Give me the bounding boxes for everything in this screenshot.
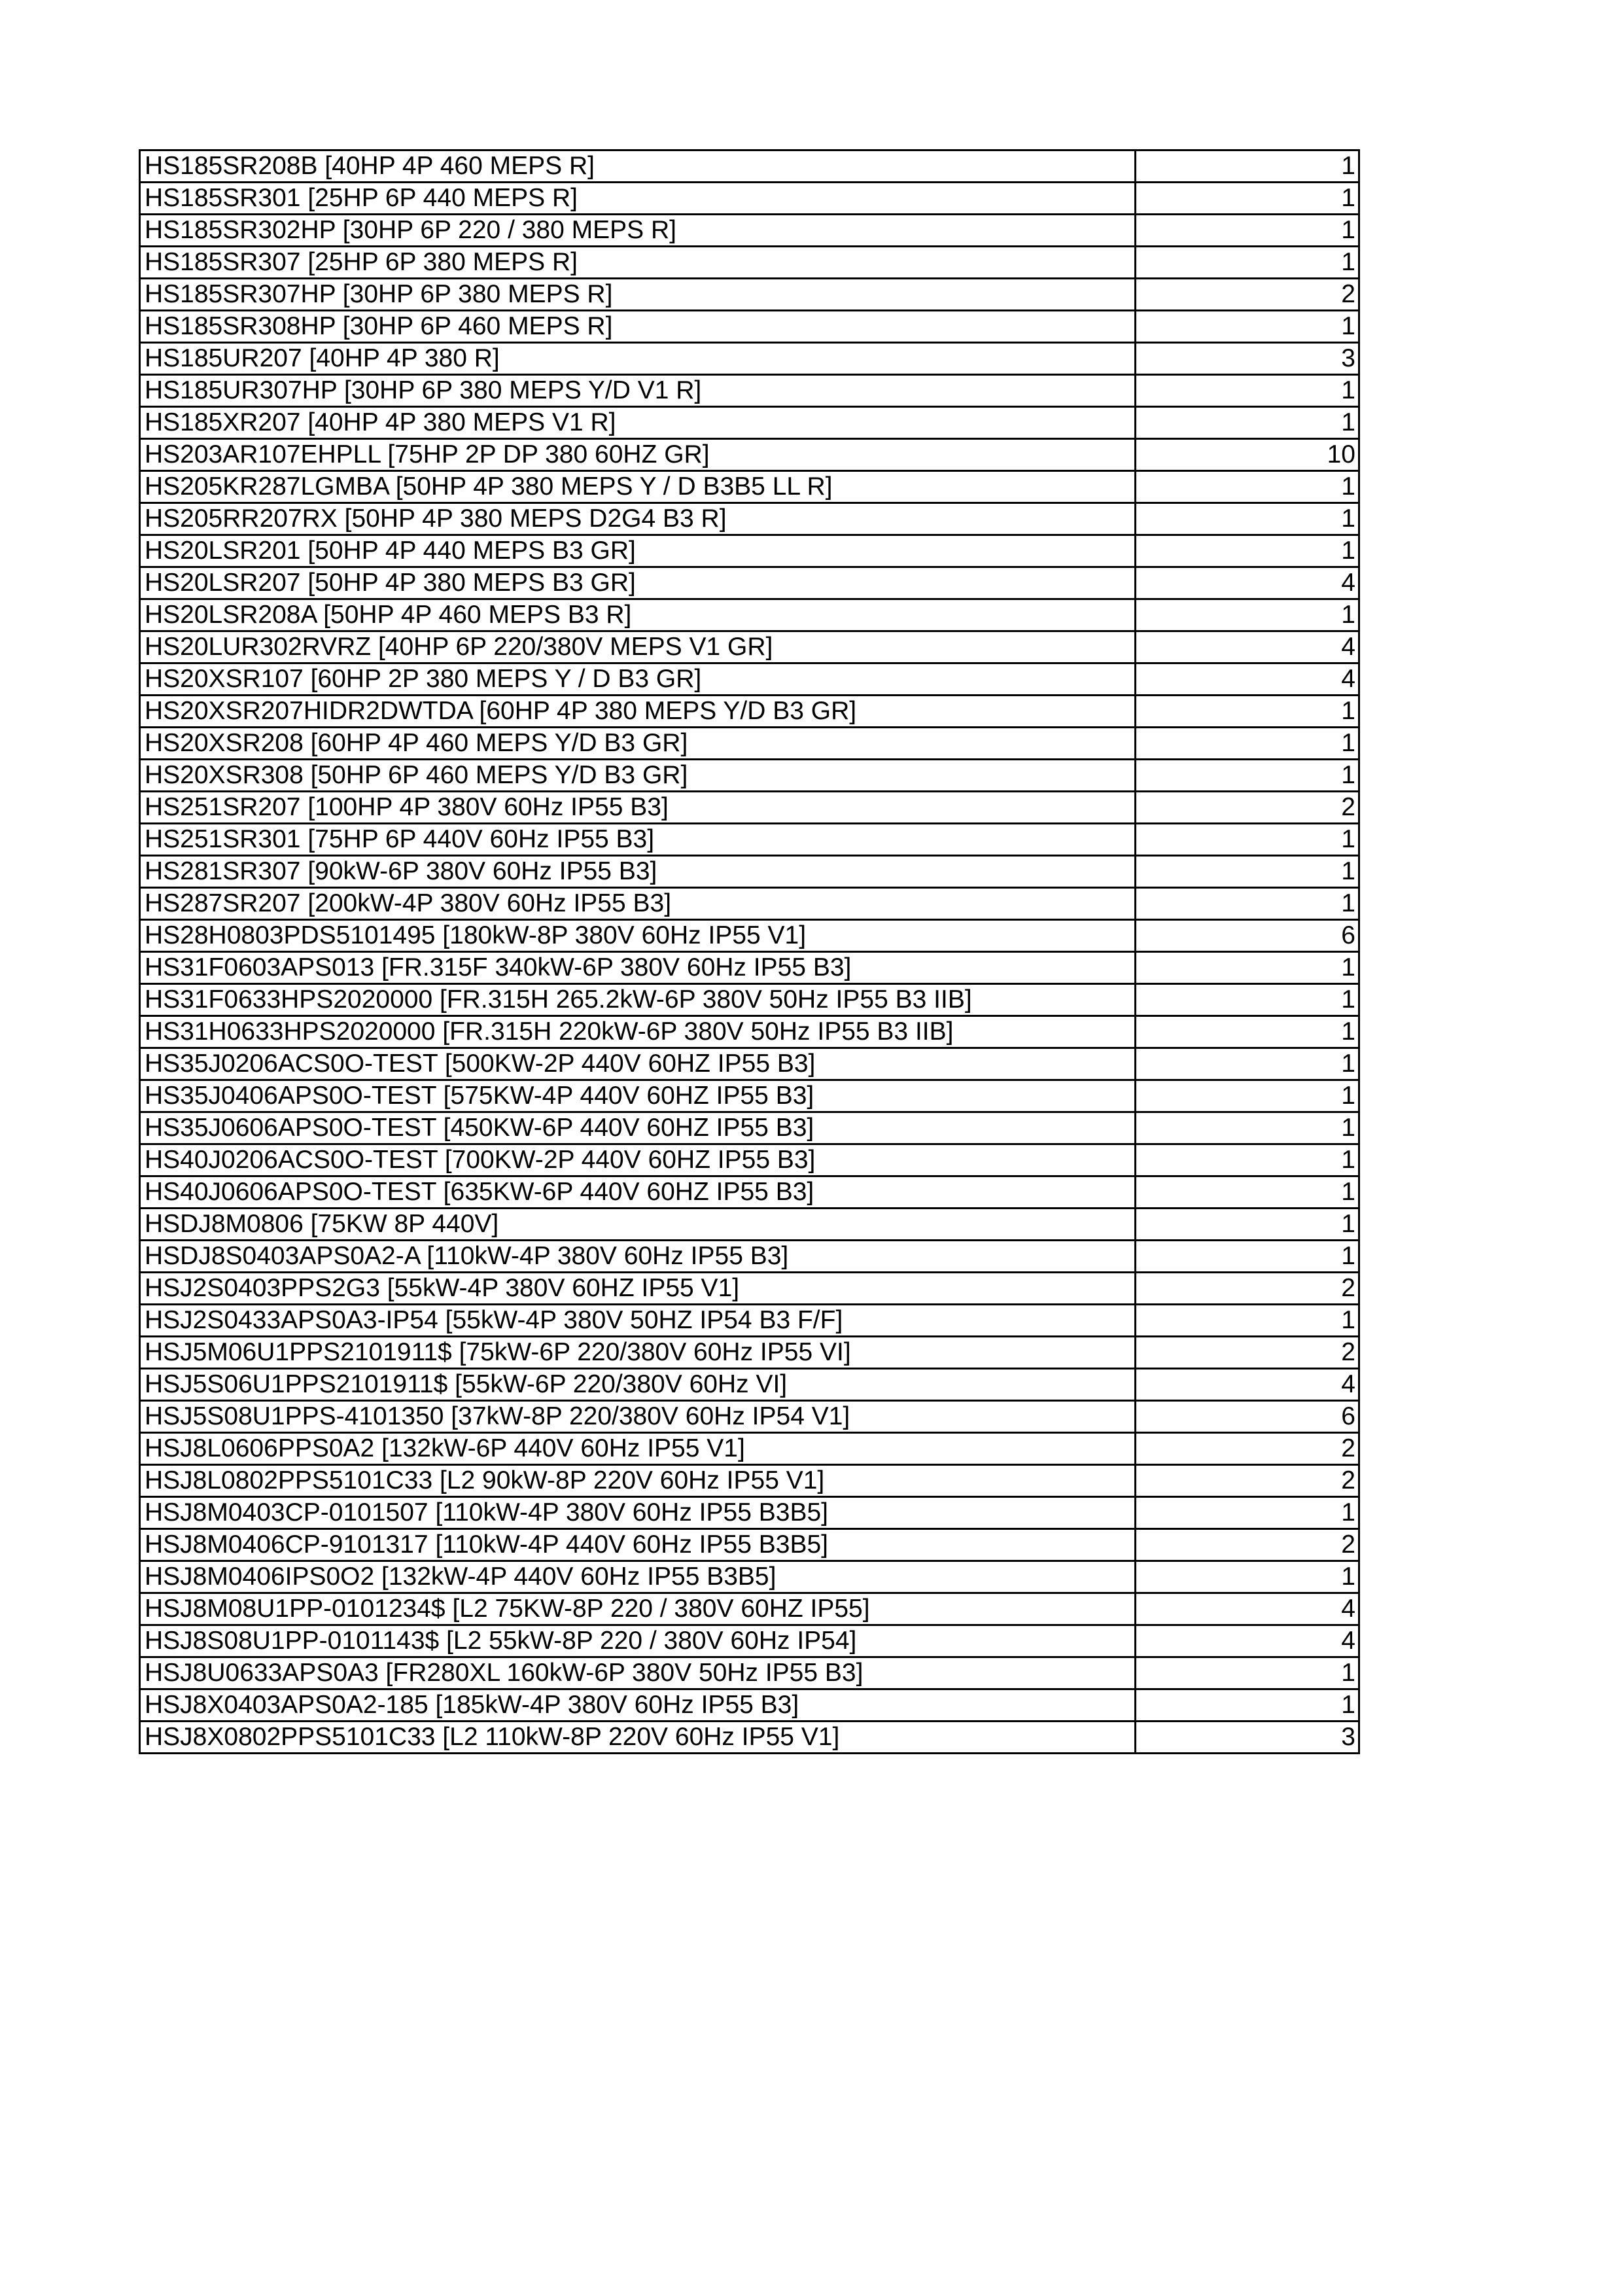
item-description-cell: HSJ8M08U1PP-0101234$ [L2 75KW-8P 220 / 380V 60HZ IP55] — [140, 1593, 1136, 1625]
inventory-table — [139, 149, 1360, 1754]
item-description-cell: HSJ8L0606PPS0A2 [132kW-6P 440V 60Hz IP55 V1] — [140, 1433, 1136, 1465]
item-quantity-cell: 1 — [1136, 760, 1359, 792]
table-row — [140, 567, 1359, 599]
item-quantity-cell: 4 — [1136, 1369, 1359, 1401]
table-row — [140, 888, 1359, 920]
table-row — [140, 1305, 1359, 1337]
table-row — [140, 1369, 1359, 1401]
item-quantity-cell: 2 — [1136, 792, 1359, 824]
item-quantity-cell: 1 — [1136, 856, 1359, 888]
item-quantity-cell: 1 — [1136, 1080, 1359, 1112]
item-description-cell: HS20XSR308 [50HP 6P 460 MEPS Y/D B3 GR] — [140, 760, 1136, 792]
item-description-cell: HS251SR301 [75HP 6P 440V 60Hz IP55 B3] — [140, 824, 1136, 856]
item-quantity-cell: 4 — [1136, 567, 1359, 599]
table-row — [140, 1176, 1359, 1209]
item-quantity-cell: 2 — [1136, 1273, 1359, 1305]
item-quantity-cell: 1 — [1136, 311, 1359, 343]
item-description-cell: HS31F0633HPS2020000 [FR.315H 265.2kW-6P 380V 50Hz IP55 B3 IIB] — [140, 984, 1136, 1016]
item-description-cell: HSJ8M0403CP-0101507 [110kW-4P 380V 60Hz IP55 B3B5] — [140, 1497, 1136, 1529]
table-row — [140, 471, 1359, 503]
table-row — [140, 920, 1359, 952]
item-description-cell: HSJ8L0802PPS5101C33 [L2 90kW-8P 220V 60Hz IP55 V1] — [140, 1465, 1136, 1497]
item-quantity-cell: 10 — [1136, 439, 1359, 471]
table-row — [140, 1497, 1359, 1529]
item-description-cell: HSJ5S06U1PPS2101911$ [55kW-6P 220/380V 60Hz VI] — [140, 1369, 1136, 1401]
item-description-cell: HS40J0606APS0O-TEST [635KW-6P 440V 60HZ IP55 B3] — [140, 1176, 1136, 1209]
item-description-cell: HS185XR207 [40HP 4P 380 MEPS V1 R] — [140, 407, 1136, 439]
table-row — [140, 1112, 1359, 1144]
inventory-table-body — [140, 150, 1359, 1754]
item-description-cell: HS205RR207RX [50HP 4P 380 MEPS D2G4 B3 R] — [140, 503, 1136, 535]
item-quantity-cell: 4 — [1136, 1625, 1359, 1657]
item-description-cell: HS185UR207 [40HP 4P 380 R] — [140, 343, 1136, 375]
item-quantity-cell: 1 — [1136, 824, 1359, 856]
item-description-cell: HS287SR207 [200kW-4P 380V 60Hz IP55 B3] — [140, 888, 1136, 920]
table-row — [140, 1433, 1359, 1465]
item-quantity-cell: 6 — [1136, 920, 1359, 952]
item-description-cell: HS185SR308HP [30HP 6P 460 MEPS R] — [140, 311, 1136, 343]
item-description-cell: HSJ8X0403APS0A2-185 [185kW-4P 380V 60Hz IP55 B3] — [140, 1689, 1136, 1722]
item-quantity-cell: 1 — [1136, 1497, 1359, 1529]
item-description-cell: HS185SR307HP [30HP 6P 380 MEPS R] — [140, 279, 1136, 311]
item-quantity-cell: 3 — [1136, 1722, 1359, 1754]
item-quantity-cell: 2 — [1136, 1465, 1359, 1497]
item-description-cell: HSJ8M0406IPS0O2 [132kW-4P 440V 60Hz IP55 B3B5] — [140, 1561, 1136, 1593]
table-row — [140, 792, 1359, 824]
table-row — [140, 1337, 1359, 1369]
table-row — [140, 599, 1359, 631]
item-quantity-cell: 2 — [1136, 1337, 1359, 1369]
item-quantity-cell: 2 — [1136, 1433, 1359, 1465]
table-row — [140, 439, 1359, 471]
item-description-cell: HS20LSR207 [50HP 4P 380 MEPS B3 GR] — [140, 567, 1136, 599]
item-description-cell: HS281SR307 [90kW-6P 380V 60Hz IP55 B3] — [140, 856, 1136, 888]
table-row — [140, 984, 1359, 1016]
item-quantity-cell: 1 — [1136, 535, 1359, 567]
table-row — [140, 503, 1359, 535]
item-quantity-cell: 4 — [1136, 631, 1359, 663]
table-row — [140, 1529, 1359, 1561]
inventory-sheet — [139, 149, 1358, 1754]
item-description-cell: HSDJ8M0806 [75KW 8P 440V] — [140, 1209, 1136, 1241]
item-description-cell: HSJ8M0406CP-9101317 [110kW-4P 440V 60Hz IP55 B3B5] — [140, 1529, 1136, 1561]
table-row — [140, 279, 1359, 311]
item-quantity-cell: 1 — [1136, 728, 1359, 760]
item-description-cell: HSJ8U0633APS0A3 [FR280XL 160kW-6P 380V 50Hz IP55 B3] — [140, 1657, 1136, 1689]
item-quantity-cell: 1 — [1136, 696, 1359, 728]
table-row — [140, 535, 1359, 567]
item-quantity-cell: 1 — [1136, 1241, 1359, 1273]
item-description-cell: HSJ2S0433APS0A3-IP54 [55kW-4P 380V 50HZ IP54 B3 F/F] — [140, 1305, 1136, 1337]
table-row — [140, 1722, 1359, 1754]
item-description-cell: HS203AR107EHPLL [75HP 2P DP 380 60HZ GR] — [140, 439, 1136, 471]
item-quantity-cell: 1 — [1136, 503, 1359, 535]
item-quantity-cell: 1 — [1136, 1048, 1359, 1080]
table-row — [140, 760, 1359, 792]
table-row — [140, 311, 1359, 343]
table-row — [140, 150, 1359, 183]
item-description-cell: HSJ5M06U1PPS2101911$ [75kW-6P 220/380V 60Hz IP55 VI] — [140, 1337, 1136, 1369]
item-description-cell: HSJ8X0802PPS5101C33 [L2 110kW-8P 220V 60Hz IP55 V1] — [140, 1722, 1136, 1754]
item-quantity-cell: 1 — [1136, 1144, 1359, 1176]
item-quantity-cell: 1 — [1136, 599, 1359, 631]
item-description-cell: HS31H0633HPS2020000 [FR.315H 220kW-6P 380V 50Hz IP55 B3 IIB] — [140, 1016, 1136, 1048]
item-description-cell: HSDJ8S0403APS0A2-A [110kW-4P 380V 60Hz IP55 B3] — [140, 1241, 1136, 1273]
item-quantity-cell: 1 — [1136, 1689, 1359, 1722]
item-quantity-cell: 2 — [1136, 1529, 1359, 1561]
item-description-cell: HS251SR207 [100HP 4P 380V 60Hz IP55 B3] — [140, 792, 1136, 824]
table-row — [140, 631, 1359, 663]
table-row — [140, 183, 1359, 215]
item-description-cell: HS185UR307HP [30HP 6P 380 MEPS Y/D V1 R] — [140, 375, 1136, 407]
table-row — [140, 1209, 1359, 1241]
item-quantity-cell: 1 — [1136, 952, 1359, 984]
item-quantity-cell: 6 — [1136, 1401, 1359, 1433]
item-quantity-cell: 1 — [1136, 1112, 1359, 1144]
item-description-cell: HS185SR307 [25HP 6P 380 MEPS R] — [140, 247, 1136, 279]
item-quantity-cell: 1 — [1136, 375, 1359, 407]
table-row — [140, 407, 1359, 439]
item-quantity-cell: 1 — [1136, 215, 1359, 247]
table-row — [140, 1048, 1359, 1080]
item-description-cell: HS20LSR208A [50HP 4P 460 MEPS B3 R] — [140, 599, 1136, 631]
table-row — [140, 1241, 1359, 1273]
table-row — [140, 1080, 1359, 1112]
item-quantity-cell: 1 — [1136, 183, 1359, 215]
item-description-cell: HS185SR302HP [30HP 6P 220 / 380 MEPS R] — [140, 215, 1136, 247]
table-row — [140, 1561, 1359, 1593]
item-quantity-cell: 1 — [1136, 471, 1359, 503]
item-description-cell: HS20XSR208 [60HP 4P 460 MEPS Y/D B3 GR] — [140, 728, 1136, 760]
table-row — [140, 1625, 1359, 1657]
item-description-cell: HSJ2S0403PPS2G3 [55kW-4P 380V 60HZ IP55 V1] — [140, 1273, 1136, 1305]
table-row — [140, 1401, 1359, 1433]
item-description-cell: HSJ5S08U1PPS-4101350 [37kW-8P 220/380V 60Hz IP54 V1] — [140, 1401, 1136, 1433]
item-description-cell: HS20LSR201 [50HP 4P 440 MEPS B3 GR] — [140, 535, 1136, 567]
item-quantity-cell: 3 — [1136, 343, 1359, 375]
table-row — [140, 728, 1359, 760]
item-description-cell: HS35J0406APS0O-TEST [575KW-4P 440V 60HZ IP55 B3] — [140, 1080, 1136, 1112]
item-quantity-cell: 2 — [1136, 279, 1359, 311]
table-row — [140, 663, 1359, 696]
item-description-cell: HS28H0803PDS5101495 [180kW-8P 380V 60Hz IP55 V1] — [140, 920, 1136, 952]
table-row — [140, 696, 1359, 728]
item-quantity-cell: 1 — [1136, 984, 1359, 1016]
item-description-cell: HS20LUR302RVRZ [40HP 6P 220/380V MEPS V1 GR] — [140, 631, 1136, 663]
item-quantity-cell: 1 — [1136, 407, 1359, 439]
table-row — [140, 375, 1359, 407]
table-row — [140, 1689, 1359, 1722]
item-description-cell: HS35J0206ACS0O-TEST [500KW-2P 440V 60HZ IP55 B3] — [140, 1048, 1136, 1080]
table-row — [140, 1016, 1359, 1048]
item-quantity-cell: 4 — [1136, 1593, 1359, 1625]
item-description-cell: HSJ8S08U1PP-0101143$ [L2 55kW-8P 220 / 380V 60Hz IP54] — [140, 1625, 1136, 1657]
item-quantity-cell: 1 — [1136, 1657, 1359, 1689]
item-description-cell: HS20XSR207HIDR2DWTDA [60HP 4P 380 MEPS Y/D B3 GR] — [140, 696, 1136, 728]
table-row — [140, 1657, 1359, 1689]
table-row — [140, 247, 1359, 279]
item-description-cell: HS185SR208B [40HP 4P 460 MEPS R] — [140, 150, 1136, 183]
item-quantity-cell: 1 — [1136, 1176, 1359, 1209]
table-row — [140, 343, 1359, 375]
item-description-cell: HS205KR287LGMBA [50HP 4P 380 MEPS Y / D B3B5 LL R] — [140, 471, 1136, 503]
item-description-cell: HS20XSR107 [60HP 2P 380 MEPS Y / D B3 GR] — [140, 663, 1136, 696]
item-quantity-cell: 1 — [1136, 150, 1359, 183]
item-quantity-cell: 1 — [1136, 888, 1359, 920]
item-description-cell: HS35J0606APS0O-TEST [450KW-6P 440V 60HZ IP55 B3] — [140, 1112, 1136, 1144]
item-quantity-cell: 1 — [1136, 1305, 1359, 1337]
table-row — [140, 215, 1359, 247]
table-row — [140, 824, 1359, 856]
item-quantity-cell: 1 — [1136, 247, 1359, 279]
table-row — [140, 952, 1359, 984]
item-description-cell: HS31F0603APS013 [FR.315F 340kW-6P 380V 60Hz IP55 B3] — [140, 952, 1136, 984]
item-quantity-cell: 1 — [1136, 1561, 1359, 1593]
item-quantity-cell: 1 — [1136, 1209, 1359, 1241]
item-description-cell: HS40J0206ACS0O-TEST [700KW-2P 440V 60HZ IP55 B3] — [140, 1144, 1136, 1176]
table-row — [140, 1465, 1359, 1497]
table-row — [140, 1593, 1359, 1625]
item-quantity-cell: 4 — [1136, 663, 1359, 696]
table-row — [140, 1144, 1359, 1176]
table-row — [140, 856, 1359, 888]
table-row — [140, 1273, 1359, 1305]
item-description-cell: HS185SR301 [25HP 6P 440 MEPS R] — [140, 183, 1136, 215]
item-quantity-cell: 1 — [1136, 1016, 1359, 1048]
